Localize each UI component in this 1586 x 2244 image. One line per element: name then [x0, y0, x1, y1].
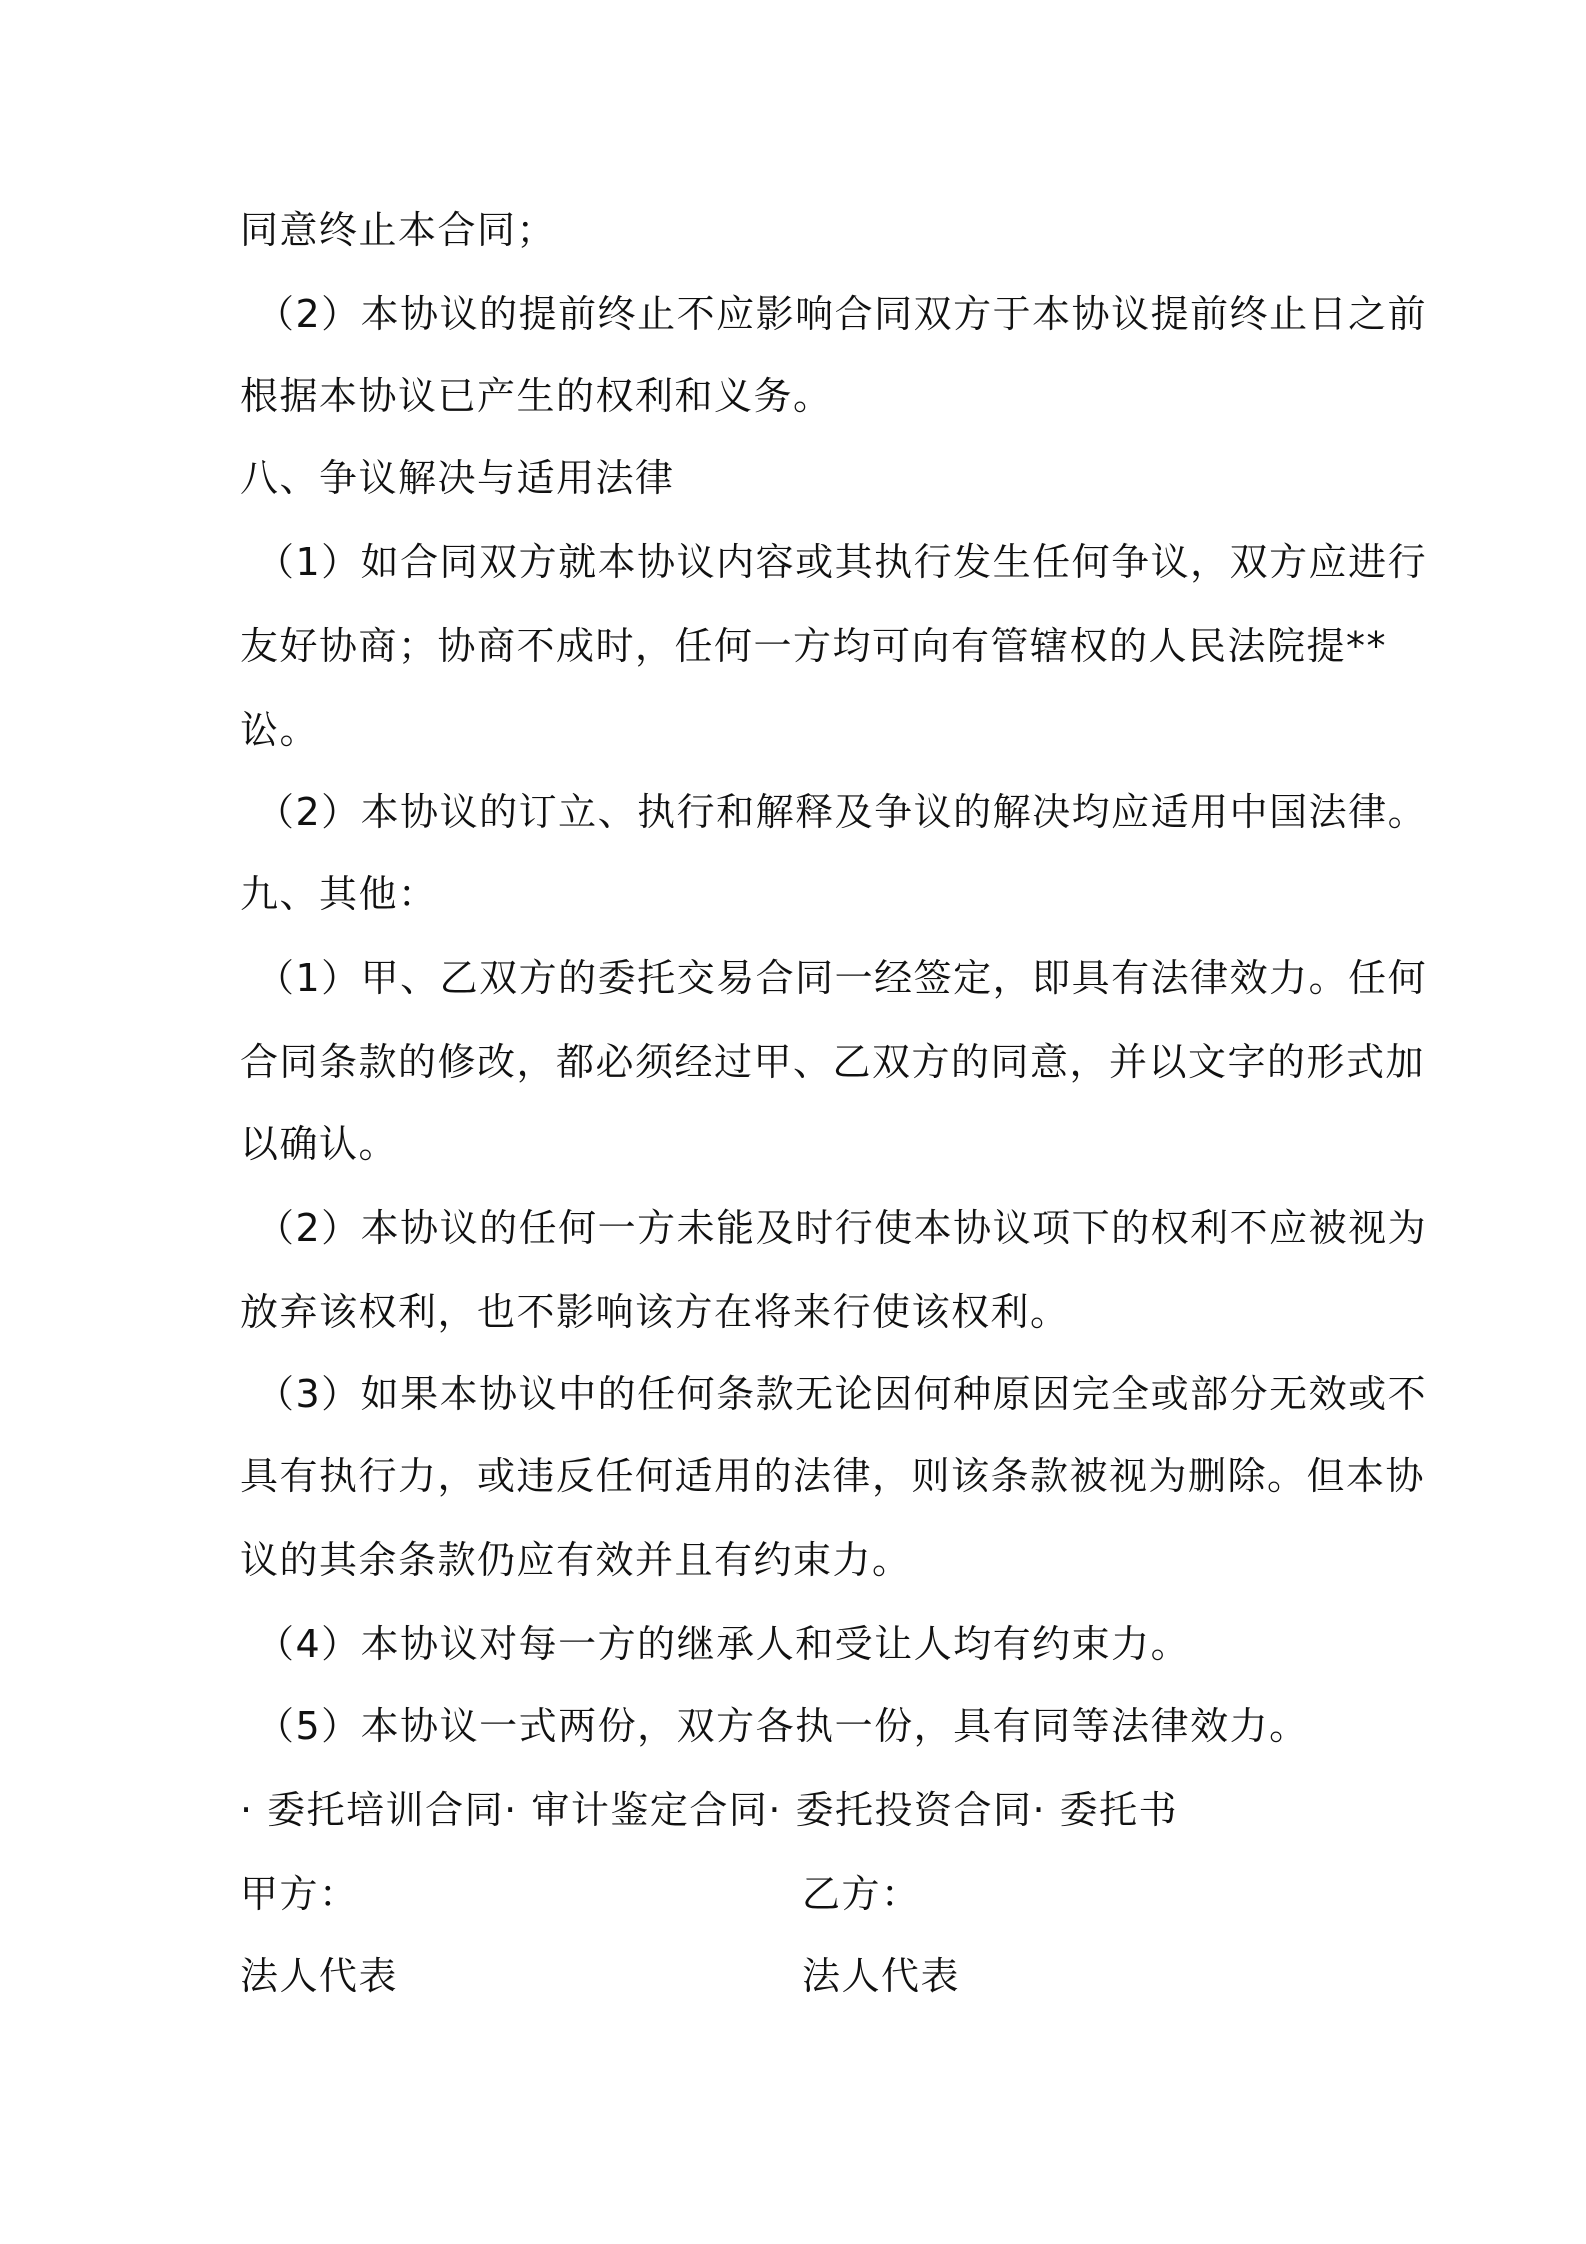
text-line: 具有执行力，或违反任何适用的法律，则该条款被视为删除。但本协 [240, 1454, 1426, 1498]
text-line: （1）甲、乙双方的委托交易合同一经签定，即具有法律效力。任何 [256, 956, 1428, 1000]
text-line: 合同条款的修改，都必须经过甲、乙双方的同意，并以文字的形式加 [240, 1040, 1426, 1084]
text-line: 以确认。 [240, 1122, 399, 1166]
text-line: 放弃该权利，也不影响该方在将来行使该权利。 [240, 1290, 1070, 1334]
section-heading: 八、争议解决与适用法律 [240, 456, 675, 500]
related-links-line: · 委托培训合同· 审计鉴定合同· 委托投资合同· 委托书 [240, 1788, 1179, 1832]
document-page [240, 0, 1428, 2244]
text-line: （2）本协议的提前终止不应影响合同双方于本协议提前终止日之前 [256, 292, 1428, 336]
text-line: （4）本协议对每一方的继承人和受让人均有约束力。 [256, 1622, 1191, 1666]
text-line: 讼。 [240, 708, 320, 752]
text-line: 友好协商；协商不成时，任何一方均可向有管辖权的人民法院提** [240, 624, 1388, 668]
text-line: （5）本协议一式两份，双方各执一份，具有同等法律效力。 [256, 1704, 1309, 1748]
text-line: （1）如合同双方就本协议内容或其执行发生任何争议，双方应进行 [256, 540, 1428, 584]
party-a-label: 甲方： [240, 1872, 359, 1916]
party-b-label: 乙方： [802, 1872, 921, 1916]
text-line: （3）如果本协议中的任何条款无论因何种原因完全或部分无效或不 [256, 1372, 1428, 1416]
text-line: 同意终止本合同； [240, 208, 557, 252]
text-line: 议的其余条款仍应有效并且有约束力。 [240, 1538, 912, 1582]
text-line: 根据本协议已产生的权利和义务。 [240, 374, 833, 418]
party-a-representative: 法人代表 [240, 1954, 399, 1998]
party-b-representative: 法人代表 [802, 1954, 961, 1998]
section-heading: 九、其他： [240, 872, 438, 916]
text-line: （2）本协议的任何一方未能及时行使本协议项下的权利不应被视为 [256, 1206, 1428, 1250]
text-line: （2）本协议的订立、执行和解释及争议的解决均应适用中国法律。 [256, 790, 1428, 834]
